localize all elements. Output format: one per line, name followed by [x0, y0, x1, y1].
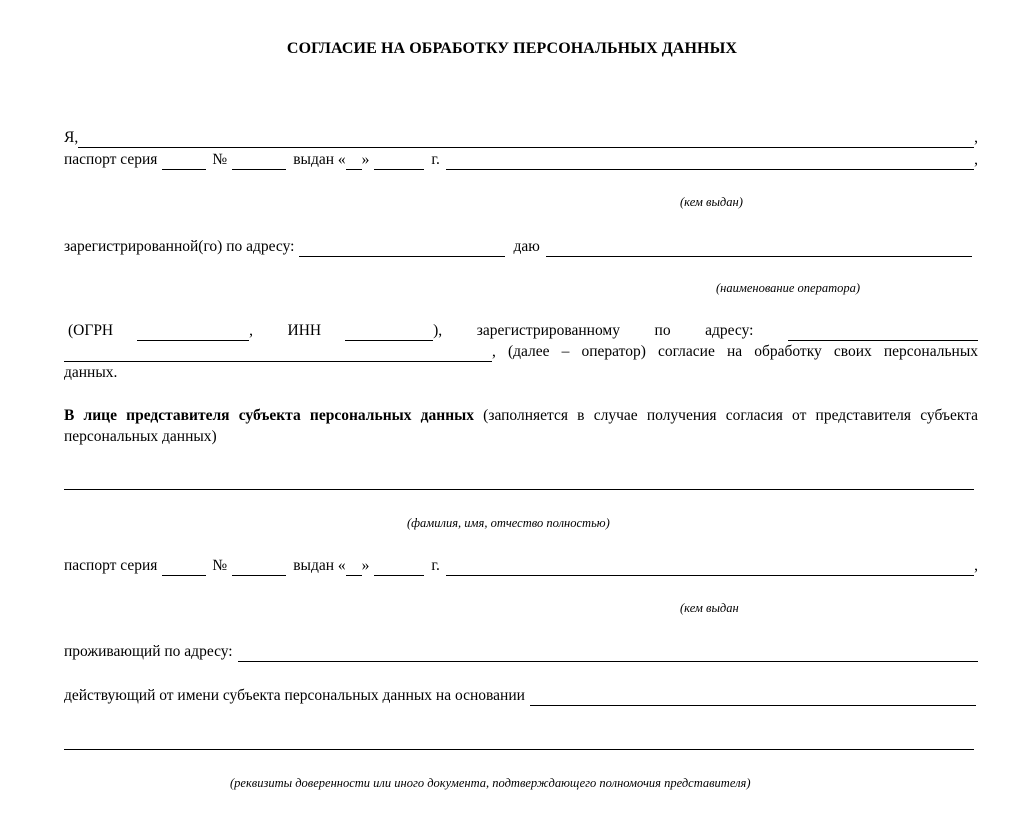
registered-label: зарегистрированной(го) по адресу:	[64, 238, 295, 255]
rep-passport-issued-month-field[interactable]	[374, 561, 424, 576]
operator-registered-w3: адресу:	[705, 322, 754, 339]
operator-address-field[interactable]	[788, 326, 978, 341]
registered-address-field[interactable]	[299, 242, 505, 257]
operator-address-field-2[interactable]	[64, 347, 492, 362]
rep-passport-number-field[interactable]	[232, 561, 286, 576]
passport-end-comma: ,	[974, 151, 978, 168]
rep-issued-by-note: (кем выдан	[680, 601, 739, 615]
representative-heading	[64, 405, 978, 447]
operator-line	[64, 321, 978, 341]
passport-issued-by-field[interactable]	[446, 155, 974, 170]
inn-group	[288, 321, 443, 341]
residing-label: проживающий по адресу:	[64, 643, 233, 660]
rep-passport-series-label: паспорт серия	[64, 557, 158, 574]
acting-basis-field[interactable]	[530, 691, 976, 706]
operator-registered-w1: зарегистрированному	[476, 322, 620, 339]
ogrn-label: (ОГРН	[68, 322, 114, 339]
residing-line	[64, 642, 978, 662]
rep-passport-number-sign: №	[212, 557, 228, 574]
subject-name-comma: ,	[974, 129, 978, 146]
ogrn-group	[64, 321, 253, 341]
rep-passport-issued-quote: »	[361, 557, 370, 574]
passport-number-sign: №	[212, 151, 228, 168]
subject-name-line	[64, 128, 978, 148]
subject-prefix: Я,	[64, 129, 79, 146]
give-label: даю	[513, 238, 540, 255]
representative-passport-line	[64, 556, 978, 576]
representative-heading-bold: В лице представителя субъекта персональных данных	[64, 407, 474, 424]
inn-field[interactable]	[345, 326, 433, 341]
consent-text: , (далее – оператор) согласие на обработку своих персональных	[492, 343, 978, 360]
rep-passport-year-label: г.	[431, 557, 440, 574]
ogrn-comma: ,	[249, 322, 254, 339]
passport-series-field[interactable]	[162, 155, 206, 170]
representative-heading-rest: (заполняется в случае получения согласия от представителя субъекта персональных данных)	[64, 407, 979, 445]
passport-series-label: паспорт серия	[64, 151, 158, 168]
issued-by-note: (кем выдан)	[680, 195, 743, 209]
ogrn-field[interactable]	[137, 326, 249, 341]
document-title: СОГЛАСИЕ НА ОБРАБОТКУ ПЕРСОНАЛЬНЫХ ДАННЫХ	[286, 40, 738, 57]
passport-issued-month-field[interactable]	[374, 155, 424, 170]
inn-label: ИНН	[287, 322, 322, 339]
passport-issued-day-field[interactable]	[346, 155, 362, 170]
rep-passport-series-field[interactable]	[162, 561, 206, 576]
acting-basis-field-2[interactable]	[64, 748, 974, 750]
residing-address-field[interactable]	[238, 647, 978, 662]
passport-issued-quote: »	[361, 151, 370, 168]
rep-passport-issued-day-field[interactable]	[346, 561, 362, 576]
passport-issued-label: выдан «	[293, 151, 346, 168]
subject-name-field[interactable]	[78, 133, 974, 148]
passport-year-label: г.	[431, 151, 440, 168]
document-details-note: (реквизиты доверенности или иного документа, подтверждающего полномочия представителя)	[230, 776, 751, 790]
operator-consent-line	[64, 342, 978, 362]
acting-line	[64, 686, 976, 706]
inn-close: ),	[433, 322, 443, 339]
consent-tail-line	[64, 363, 978, 383]
representative-fio-field[interactable]	[64, 488, 974, 490]
rep-passport-issued-by-field[interactable]	[446, 561, 974, 576]
operator-name-field[interactable]	[546, 242, 972, 257]
consent-tail: данных.	[64, 364, 118, 381]
subject-passport-line	[64, 150, 978, 170]
rep-passport-issued-label: выдан «	[293, 557, 346, 574]
fio-note: (фамилия, имя, отчество полностью)	[407, 516, 610, 530]
passport-number-field[interactable]	[232, 155, 286, 170]
operator-name-note: (наименование оператора)	[716, 281, 861, 295]
subject-address-line	[64, 237, 972, 257]
rep-passport-end-comma: ,	[974, 557, 978, 574]
operator-registered-w2: по	[654, 322, 671, 339]
acting-label: действующий от имени субъекта персональных данных на основании	[64, 687, 525, 704]
